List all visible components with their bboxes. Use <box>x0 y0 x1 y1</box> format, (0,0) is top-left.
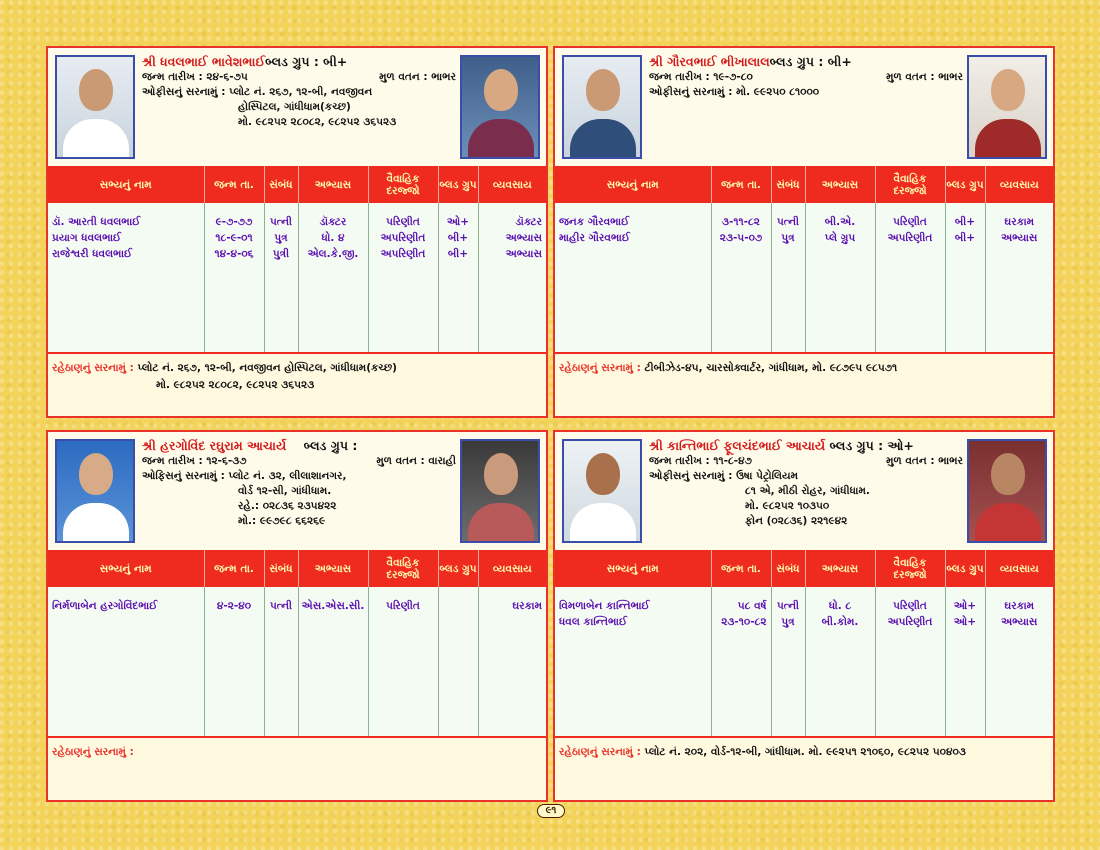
col-header-education: અભ્યાસ <box>298 550 368 587</box>
col-header-dob: જન્મ તા. <box>711 166 771 203</box>
member-blood: ઓ+ <box>446 216 470 228</box>
spouse-photo <box>460 439 540 543</box>
birth-date: જન્મ તારીખ : ૧૨-૬-૩૭ <box>142 455 247 467</box>
head-name: શ્રી હરગોવિંદ રઘુરામ આચાર્ય <box>142 438 287 453</box>
col-header-name: સભ્યનું નામ <box>555 166 711 203</box>
member-education: ડૉક્ટર <box>319 216 347 228</box>
family-card-3 <box>46 430 548 802</box>
member-relation: પત્ની <box>776 600 800 612</box>
spouse-photo <box>460 55 540 159</box>
col-header-marital: વૈવાહિક દરજ્જો <box>875 550 945 587</box>
col-header-relation: સંબંધ <box>264 550 298 587</box>
birth-date: જન્મ તારીખ : ૧૧-૮-૪૭ <box>649 455 752 467</box>
member-dob: ૧૪-૪-૦૬ <box>214 248 254 260</box>
office-line: ફોન (૦૨૮૩૬) ૨૨૧૯૪૨ <box>745 515 848 527</box>
head-name: શ્રી ગૌરવભાઈ ભીખાલાલ <box>649 54 770 69</box>
col-header-occupation: વ્યવસાય <box>478 550 546 587</box>
col-header-education: અભ્યાસ <box>805 166 875 203</box>
spouse-photo <box>967 55 1047 159</box>
col-header-occupation: વ્યવસાય <box>478 166 546 203</box>
member-name: જનક ગૌરવભાઈ <box>559 216 630 228</box>
office-line: ૮૧ એ, મીઠી રોહર, ગાંધીધામ. <box>745 485 870 497</box>
office-line: રહે.: ૦૨૮૩૬ ૨૩૫૪૨૨ <box>238 500 337 512</box>
member-dob: ૨૩-૫-૦૭ <box>719 232 763 244</box>
members-table <box>48 166 546 354</box>
col-header-marital: વૈવાહિક દરજ્જો <box>368 550 438 587</box>
member-marital: અપરિણીત <box>380 248 426 260</box>
office-line: વોર્ડ ૧૨-સી, ગાંધીધામ. <box>238 485 332 497</box>
member-dob: ૫૮ વર્ષ <box>737 600 767 612</box>
residence-address <box>48 354 546 394</box>
member-occupation: ઘરકામ <box>1004 600 1035 612</box>
birth-date: જન્મ તારીખ : ૨૪-૬-૭૫ <box>142 71 248 83</box>
member-relation: પુત્ર <box>781 616 795 628</box>
member-occupation: અભ્યાસ <box>1001 616 1038 628</box>
col-header-blood: બ્લડ ગ્રુપ <box>438 166 478 203</box>
member-education: બી.કોમ. <box>821 616 859 628</box>
member-blood: બી+ <box>447 232 469 244</box>
residence-address <box>555 354 1053 377</box>
col-header-relation: સંબંધ <box>771 166 805 203</box>
residence-label: રહેઠાણનું સરનામું : <box>52 362 134 374</box>
col-header-name: સભ્યનું નામ <box>48 550 204 587</box>
member-name: ધવલ કાન્તિભાઈ <box>559 616 628 628</box>
family-card-2 <box>553 46 1055 418</box>
birth-date: જન્મ તારીખ : ૧૯-૭-૮૦ <box>649 71 753 83</box>
members-table <box>48 550 546 738</box>
residence-label: રહેઠાણનું સરનામું : <box>559 746 641 758</box>
member-relation: પત્ની <box>269 600 293 612</box>
head-photo <box>55 55 135 159</box>
member-dob: ૧૮-૯-૦૧ <box>215 232 253 244</box>
blood-group: બ્લડ ગ્રુપ : બી+ <box>769 54 852 69</box>
members-table <box>555 550 1053 738</box>
native-place: મુળ વતન : ભાભર <box>379 71 456 83</box>
blood-group: બ્લડ ગ્રુપ : <box>303 438 358 453</box>
col-header-dob: જન્મ તા. <box>711 550 771 587</box>
head-name: શ્રી ધવલભાઈ ભાવેશભાઈ <box>142 54 266 69</box>
member-marital: અપરિણીત <box>887 616 933 628</box>
col-header-education: અભ્યાસ <box>805 550 875 587</box>
member-marital: પરિણીત <box>386 600 420 612</box>
residence-label: રહેઠાણનું સરનામું : <box>559 362 641 374</box>
blood-group: બ્લડ ગ્રુપ : બી+ <box>265 54 348 69</box>
family-card-4 <box>553 430 1055 802</box>
col-header-blood: બ્લડ ગ્રુપ <box>945 166 985 203</box>
member-blood: ઓ+ <box>953 600 977 612</box>
member-education: એલ.કે.જી. <box>307 248 359 260</box>
col-header-occupation: વ્યવસાય <box>985 550 1053 587</box>
office-address: ઓફિસનું સરનામું : પ્લોટ નં. ૩૨, લીલાશાનગર, <box>142 470 347 482</box>
member-education: ધો. ૮ <box>828 600 852 612</box>
residence-address <box>48 738 546 761</box>
member-marital: અપરિણીત <box>380 232 426 244</box>
member-dob: ૯-૭-૭૭ <box>215 216 253 228</box>
page-number: ૯૧ <box>537 804 565 818</box>
residence-address <box>555 738 1053 761</box>
head-info <box>649 437 963 529</box>
head-photo <box>562 439 642 543</box>
member-name: રાજેશ્વરી ધવલભાઈ <box>52 248 133 260</box>
member-relation: પુત્ર <box>274 232 288 244</box>
col-header-name: સભ્યનું નામ <box>48 166 204 203</box>
col-header-relation: સંબંધ <box>771 550 805 587</box>
member-occupation: ઘરકામ <box>512 600 542 612</box>
residence-line2: મો. ૯૮૨૫૨ ૨૮૦૮૨, ૯૮૨૫૨ ૩૬૫૨૩ <box>156 379 315 391</box>
member-relation: પત્ની <box>269 216 293 228</box>
member-occupation: અભ્યાસ <box>1001 232 1038 244</box>
member-blood: બી+ <box>447 248 469 260</box>
office-line: હોસ્પિટલ, ગાંધીધામ(કચ્છ) <box>238 101 351 113</box>
residence-text: પ્લોટ નં. ૨૦૨, વોર્ડ-૧૨-બી, ગાંધીધામ. મો. ૯૯૨૫૧ ૨૧૦૬૦, ૯૮૨૫૨ ૫૦૪૦૩ <box>644 746 966 758</box>
member-blood: બી+ <box>954 232 976 244</box>
office-address: ઓફીસનું સરનામું : ઉષા પેટ્રોલિયમ <box>649 470 798 482</box>
members-table <box>555 166 1053 354</box>
head-photo <box>55 439 135 543</box>
member-relation: પુત્ર <box>781 232 795 244</box>
member-name: ડૉ. આરતી ધવલભાઈ <box>52 216 141 228</box>
col-header-dob: જન્મ તા. <box>204 550 264 587</box>
spouse-photo <box>967 439 1047 543</box>
office-line: મો.: ૯૯૭૯૮ ૬૬૨૬૯ <box>238 515 326 527</box>
member-marital: પરિણીત <box>893 216 927 228</box>
office-line: મો. ૯૮૨૫૨ ૧૦૩૫૦ <box>745 500 830 512</box>
member-relation: પુત્રી <box>272 248 290 260</box>
member-name: માહીર ગૌરવભાઈ <box>559 232 630 244</box>
family-card-1 <box>46 46 548 418</box>
member-marital: અપરિણીત <box>887 232 933 244</box>
member-education: પ્લે ગ્રુપ <box>824 232 856 244</box>
member-marital: પરિણીત <box>893 600 927 612</box>
col-header-name: સભ્યનું નામ <box>555 550 711 587</box>
member-relation: પત્ની <box>776 216 800 228</box>
card-header <box>48 48 546 166</box>
native-place: મુળ વતન : ભાભર <box>886 455 963 467</box>
col-header-relation: સંબંધ <box>264 166 298 203</box>
member-occupation: અભ્યાસ <box>505 248 542 260</box>
card-header <box>48 432 546 550</box>
member-occupation: અભ્યાસ <box>505 232 542 244</box>
col-header-blood: બ્લડ ગ્રુપ <box>438 550 478 587</box>
office-address: ઓફીસનું સરનામું : મો. ૯૯૨૫૦ ૮૧૦૦૦ <box>649 86 820 98</box>
head-name: શ્રી કાન્તિભાઈ ફૂલચંદભાઈ આચાર્ય <box>649 438 826 453</box>
member-dob: ૩-૧૧-૮૨ <box>722 216 760 228</box>
card-header <box>555 48 1053 166</box>
member-education: ધો. ૪ <box>321 232 345 244</box>
residence-text: પ્લોટ નં. ૨૬૭, ૧૨-બી, નવજીવન હોસ્પિટલ, ગાંધીધામ(કચ્છ) <box>137 362 397 374</box>
col-header-marital: વૈવાહિક દરજ્જો <box>368 166 438 203</box>
member-dob: ૨૩-૧૦-૮૨ <box>721 616 767 628</box>
blood-group: બ્લડ ગ્રુપ : ઓ+ <box>829 438 914 453</box>
card-header <box>555 432 1053 550</box>
member-blood: ઓ+ <box>953 616 977 628</box>
col-header-blood: બ્લડ ગ્રુપ <box>945 550 985 587</box>
col-header-occupation: વ્યવસાય <box>985 166 1053 203</box>
col-header-marital: વૈવાહિક દરજ્જો <box>875 166 945 203</box>
head-info <box>142 53 456 130</box>
residence-text: ટીબીઝેડ-૪૫, ચારસોક્વાર્ટર, ગાંધીધામ, મો. ૯૮૭૯૫ ૯૮૫૭૧ <box>644 362 898 374</box>
col-header-dob: જન્મ તા. <box>204 166 264 203</box>
member-occupation: ઘરકામ <box>1004 216 1035 228</box>
member-education: બી.એ. <box>824 216 856 228</box>
native-place: મુળ વતન : વારાહી <box>376 455 456 467</box>
office-line: મો. ૯૮૨૫૨ ૨૮૦૮૨, ૯૮૨૫૨ ૩૬૫૨૩ <box>238 116 397 128</box>
member-marital: પરિણીત <box>386 216 420 228</box>
col-header-education: અભ્યાસ <box>298 166 368 203</box>
member-education: એસ.એસ.સી. <box>301 600 365 612</box>
residence-label: રહેઠાણનું સરનામું : <box>52 746 134 758</box>
member-blood: બી+ <box>954 216 976 228</box>
member-dob: ૪-૨-૪૦ <box>216 600 252 612</box>
member-name: પ્રયાગ ધવલભાઈ <box>52 232 122 244</box>
native-place: મુળ વતન : ભાભર <box>886 71 963 83</box>
head-info <box>142 437 456 529</box>
office-address: ઓફીસનું સરનામું : પ્લોટ નં. ૨૬૭, ૧૨-બી, નવજીવન <box>142 86 373 98</box>
member-occupation: ડૉક્ટર <box>515 216 542 228</box>
member-name: નિર્મળાબેન હરગોવિંદભાઈ <box>52 600 158 612</box>
head-info <box>649 53 963 100</box>
member-name: વિમળાબેન કાન્તિભાઈ <box>559 600 650 612</box>
head-photo <box>562 55 642 159</box>
